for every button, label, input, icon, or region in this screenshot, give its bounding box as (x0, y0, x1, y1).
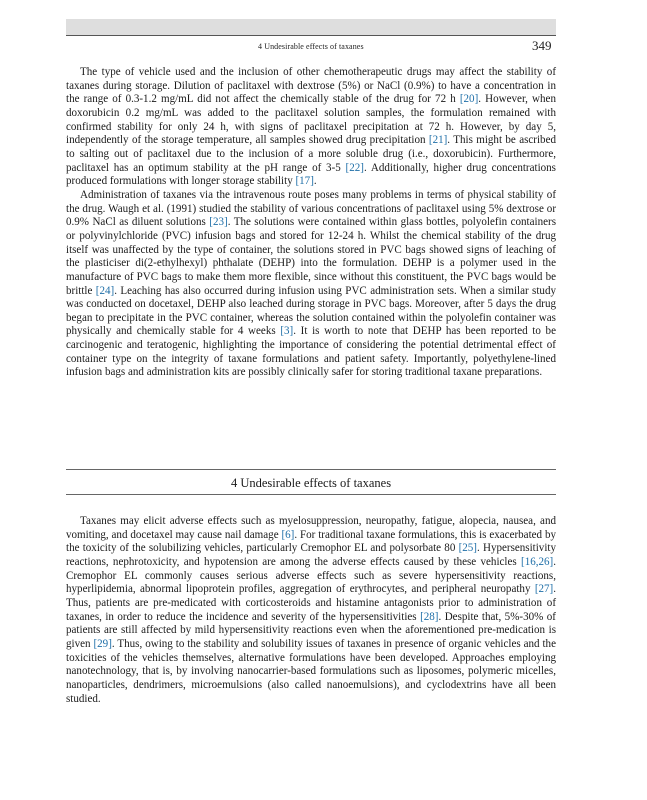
page-number: 349 (532, 38, 552, 53)
citation-link[interactable]: [16,26] (521, 555, 554, 568)
citation-link[interactable]: [23] (209, 216, 228, 229)
citation-link[interactable]: [20] (459, 93, 479, 106)
citation-link[interactable]: [28] (420, 610, 439, 623)
header-rule (66, 35, 556, 36)
citation-link[interactable]: [6] (281, 528, 295, 541)
citation-link[interactable]: [27] (534, 583, 554, 596)
citation-link[interactable]: [29] (93, 637, 112, 650)
paragraph-undesirable-effects: Taxanes may elicit adverse effects such as myelosuppression, neuropathy, fatigue, alopecia, nausea, and vomiting, and docetaxel may cause nail damage [6]. For traditional taxane formulations, this is exacerbated by the toxicity of the solubilizing vehicles, particularly Cremophor EL and polysorbate 80 [25]. Hypersensitivity reactions, nephrotoxicity, and hypotension are among the adverse effects caused by these vehicles [16,26]. Cremophor EL commonly causes serious adverse effects such as severe hypersensitivity reactions, hyperlipidemia, abnormal lipoprotein profiles, aggregation of erythrocytes, and peripheral neuropathy [27]. Thus, patients are pre-medicated with corticosteroids and histamine antagonists prior to administration of taxanes, in order to reduce the incidence and severity of the hypersensitivities [28]. Despite that, 5%-30% of patients are still affected by mild hypersensitivity reactions even when the aforementioned pre-medication is given [29]. Thus, owing to the stability and solubility issues of taxanes in presence of organic vehicles and the toxicities of the vehicles themselves, alternative formulations have been developed. Approaches employing nanotechnology, that is, by involving nanocarrier-based formulations such as liposomes, polymeric micelles, nanoparticles, dendrimers, microemulsions (also called nanoemulsions), and cyclodextrins have all been studied. (66, 515, 556, 705)
citation-link[interactable]: [24] (95, 284, 115, 297)
citation-link[interactable]: [21] (428, 134, 448, 147)
citation-link[interactable]: [25] (458, 542, 477, 555)
running-head: 4 Undesirable effects of taxanes (258, 42, 364, 51)
body-text-upper (66, 66, 556, 380)
paragraph-administration: Administration of taxanes via the intravenous route poses many problems in terms of physical stability of the drug. Waugh et al. (1991) studied the stability of various concentrations of paclitaxel using 5% dextrose or 0.9% NaCl as diluent solutions [23]. The solutions were contained within glass bottles, polyolefin containers or polyvinylchloride (PVC) infusion bags and stored for 12-24 h. Whilst the chemical stability of the drug itself was unaffected by the type of container, the solutions stored in PVC bags showed signs of leaching of the plasticiser di(2-ethylhexyl) phthalate (DEHP) into the formulation. DEHP is a polymer used in the manufacture of PVC bags to make them more flexible, since without this constituent, the PVC bags would be brittle [24]. Leaching has also occurred during infusion using PVC administration sets. When a similar study was conducted on docetaxel, DEHP also leached during storage in PVC bags. Moreover, after 5 days the drug began to precipitate in the PVC container, whereas the solution contained within the polyolefin container was physically and chemically stable for 4 weeks [3]. It is worth to note that DEHP has been reported to be carcinogenic and teratogenic, highlighting the importance of considering the potential detrimental effect of container type on the integrity of taxane formulations and patient safety. Importantly, polyethylene-lined infusion bags and administration kits are possibly clinically safer for storing traditional taxane preparations. (66, 188, 557, 379)
header-bar (66, 19, 556, 35)
paragraph-storage-stability: The type of vehicle used and the inclusion of other chemotherapeutic drugs may affect the stability of taxanes during storage. Dilution of paclitaxel with dextrose (5%) or NaCl (0.9%) to have a concentration in the range of 0.3-1.2 mg/mL did not affect the chemically stable of the drug for 72 h [20]. However, when doxorubicin 0.2 mg/mL was added to the paclitaxel solution samples, the formulation remained with confirmed stability for only 24 h, with signs of paclitaxel precipitation at 72 h. However, by day 5, independently of the storage temperature, all samples showed drug precipitation [21]. This might be ascribed to salting out of paclitaxel due to the inclusion of a more soluble drug (i.e., doxorubicin). Furthermore, paclitaxel has an optimum stability at the pH range of 3-5 [22]. Additionally, higher drug concentrations produced formulations with longer storage stability [17]. (66, 66, 556, 188)
citation-link[interactable]: [22] (345, 161, 364, 174)
citation-link[interactable]: [17] (295, 175, 314, 188)
section-heading: 4 Undesirable effects of taxanes (66, 469, 556, 495)
body-text-lower (66, 515, 556, 706)
citation-link[interactable]: [3] (280, 325, 294, 338)
